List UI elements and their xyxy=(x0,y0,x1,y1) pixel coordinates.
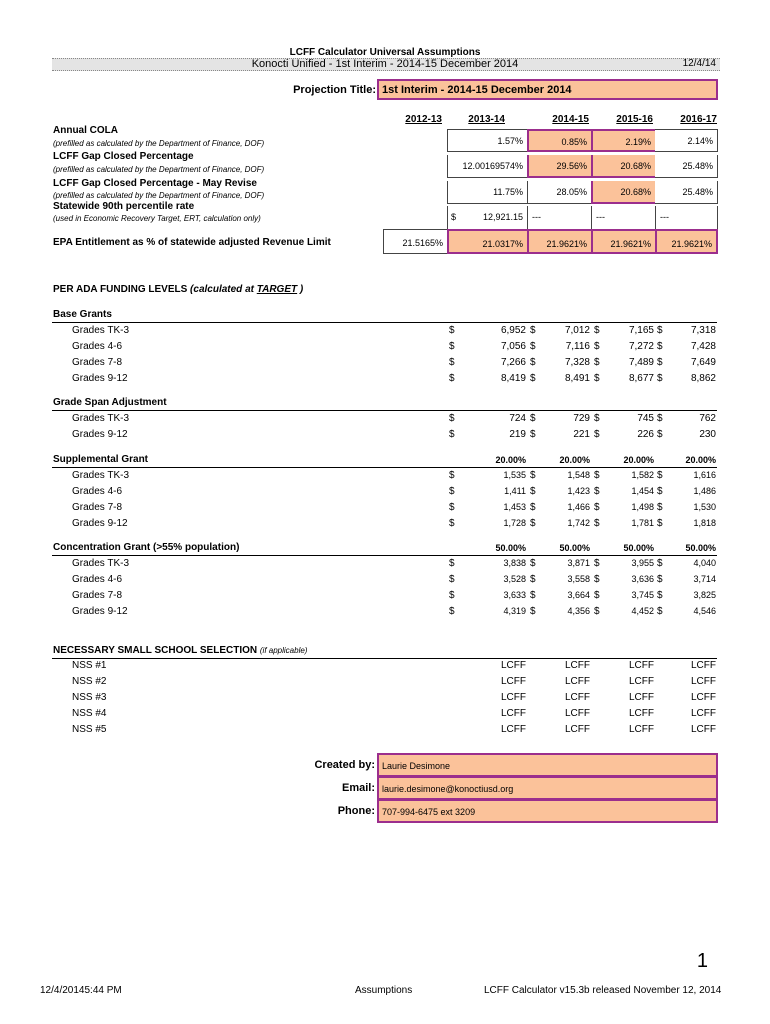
per-ada-title xyxy=(53,284,303,295)
supplemental-cell: 1,582 xyxy=(631,470,654,480)
nss-cell: LCFF xyxy=(629,692,654,703)
nss-cell: LCFF xyxy=(691,708,716,719)
supplemental-cell: 1,453 xyxy=(503,502,526,512)
supplemental-title: Supplemental Grant xyxy=(53,454,149,465)
base-grant-currency-sign: $ xyxy=(657,341,663,352)
supplemental-currency-sign: $ xyxy=(449,470,455,481)
nss-cell: LCFF xyxy=(565,692,590,703)
grade-span-currency-sign: $ xyxy=(449,413,455,424)
grade-span-cell: 762 xyxy=(699,413,716,424)
report-title: LCFF Calculator Universal Assumptions xyxy=(289,47,481,58)
concentration-cell: 3,838 xyxy=(503,558,526,568)
supplemental-currency-sign: $ xyxy=(657,502,663,513)
nss-cell: LCFF xyxy=(691,692,716,703)
base-grant-currency-sign: $ xyxy=(657,325,663,336)
grade-span-cell: 724 xyxy=(509,413,526,424)
concentration-cell: 3,636 xyxy=(631,574,654,584)
nss-title-text: NECESSARY SMALL SCHOOL SELECTION xyxy=(53,645,258,656)
concentration-currency-sign: $ xyxy=(530,606,536,617)
supplemental-pct-2: 20.00% xyxy=(623,455,654,465)
epa-2014-15-input[interactable]: 21.9621% xyxy=(527,229,591,254)
supplemental-currency-sign: $ xyxy=(657,518,663,529)
base-grant-currency-sign: $ xyxy=(657,357,663,368)
supplemental-currency-sign: $ xyxy=(594,502,600,513)
base-grant-cell: 7,012 xyxy=(564,325,590,336)
cola-label: Annual COLA xyxy=(53,125,118,136)
base-grant-cell: 8,677 xyxy=(628,373,654,384)
cola-note: (prefilled as calculated by the Department of Finance, DOF) xyxy=(53,139,265,148)
supplemental-cell: 1,486 xyxy=(693,486,716,496)
concentration-currency-sign: $ xyxy=(657,558,663,569)
nss-row-label: NSS #2 xyxy=(72,676,107,687)
gap-may-2016-17: 25.48% xyxy=(655,181,718,204)
grade-span-cell: 729 xyxy=(573,413,590,424)
supplemental-currency-sign: $ xyxy=(449,518,455,529)
concentration-cell: 3,714 xyxy=(693,574,716,584)
concentration-pct-0: 50.00% xyxy=(495,543,526,553)
supplemental-currency-sign: $ xyxy=(530,470,536,481)
nss-cell: LCFF xyxy=(501,724,526,735)
base-grant-cell: 7,266 xyxy=(500,357,526,368)
concentration-pct-3: 50.00% xyxy=(685,543,716,553)
base-grant-currency-sign: $ xyxy=(657,373,663,384)
nss-cell: LCFF xyxy=(629,708,654,719)
epa-2013-14-input[interactable]: 21.0317% xyxy=(447,229,527,254)
nss-cell: LCFF xyxy=(565,708,590,719)
nss-cell: LCFF xyxy=(629,660,654,671)
concentration-currency-sign: $ xyxy=(594,558,600,569)
concentration-pct-2: 50.00% xyxy=(623,543,654,553)
supplemental-rule xyxy=(52,467,717,468)
epa-2016-17-input[interactable]: 21.9621% xyxy=(655,229,718,254)
cola-2016-17: 2.14% xyxy=(655,129,718,152)
concentration-cell: 4,452 xyxy=(631,606,654,616)
nss-rule xyxy=(52,658,717,659)
gap-label: LCFF Gap Closed Percentage xyxy=(53,151,194,162)
statewide-currency: $ xyxy=(451,212,457,222)
concentration-currency-sign: $ xyxy=(449,558,455,569)
projection-title-label: Projection Title: xyxy=(293,84,376,96)
concentration-currency-sign: $ xyxy=(657,590,663,601)
nss-row-label: NSS #3 xyxy=(72,692,107,703)
concentration-currency-sign: $ xyxy=(657,574,663,585)
supplemental-currency-sign: $ xyxy=(594,486,600,497)
statewide-2013-14-value: 12,921.15 xyxy=(482,212,523,222)
concentration-cell: 3,745 xyxy=(631,590,654,600)
nss-cell: LCFF xyxy=(629,724,654,735)
year-header-2013-14: 2013-14 xyxy=(468,114,505,125)
concentration-currency-sign: $ xyxy=(530,590,536,601)
supplemental-cell: 1,818 xyxy=(693,518,716,528)
concentration-cell: 3,558 xyxy=(567,574,590,584)
epa-label: EPA Entitlement as % of statewide adjusted Revenue Limit xyxy=(53,237,331,248)
per-ada-title-target: TARGET xyxy=(256,284,298,295)
base-grant-cell: 7,318 xyxy=(690,325,716,336)
grade-span-cell: 221 xyxy=(573,429,590,440)
base-grant-row-label: Grades TK-3 xyxy=(72,325,130,336)
concentration-cell: 3,633 xyxy=(503,590,526,600)
base-grant-row-label: Grades 9-12 xyxy=(72,373,128,384)
year-header-2012-13: 2012-13 xyxy=(405,114,442,125)
grade-span-cell: 745 xyxy=(637,413,654,424)
gap-may-2014-15: 28.05% xyxy=(527,181,591,204)
grade-span-row-label: Grades TK-3 xyxy=(72,413,130,424)
concentration-currency-sign: $ xyxy=(530,574,536,585)
nss-cell: LCFF xyxy=(501,660,526,671)
nss-cell: LCFF xyxy=(501,708,526,719)
grade-span-cell: 230 xyxy=(699,429,716,440)
year-header-2014-15: 2014-15 xyxy=(552,114,589,125)
report-subtitle: Konocti Unified - 1st Interim - 2014-15 December 2014 xyxy=(251,58,519,70)
statewide-2014-15: --- xyxy=(527,206,591,230)
grade-span-currency-sign: $ xyxy=(530,429,536,440)
supplemental-pct-0: 20.00% xyxy=(495,455,526,465)
grade-span-rule xyxy=(52,410,717,411)
supplemental-cell: 1,466 xyxy=(567,502,590,512)
concentration-currency-sign: $ xyxy=(594,590,600,601)
grade-span-currency-sign: $ xyxy=(657,429,663,440)
supplemental-cell: 1,411 xyxy=(504,486,526,496)
concentration-cell: 3,664 xyxy=(567,590,590,600)
base-grant-currency-sign: $ xyxy=(530,373,536,384)
supplemental-pct-1: 20.00% xyxy=(559,455,590,465)
cola-2013-14: 1.57% xyxy=(447,129,527,152)
grade-span-currency-sign: $ xyxy=(449,429,455,440)
concentration-row-label: Grades TK-3 xyxy=(72,558,130,569)
base-grant-row-label: Grades 4-6 xyxy=(72,341,123,352)
statewide-2013-14 xyxy=(447,206,527,230)
projection-title-input[interactable]: 1st Interim - 2014-15 December 2014 xyxy=(377,79,718,100)
concentration-row-label: Grades 4-6 xyxy=(72,574,123,585)
grade-span-currency-sign: $ xyxy=(594,429,600,440)
grade-span-currency-sign: $ xyxy=(530,413,536,424)
supplemental-currency-sign: $ xyxy=(657,486,663,497)
grade-span-cell: 226 xyxy=(637,429,654,440)
concentration-currency-sign: $ xyxy=(594,574,600,585)
concentration-currency-sign: $ xyxy=(449,590,455,601)
base-grant-cell: 7,165 xyxy=(628,325,654,336)
gap-may-note: (prefilled as calculated by the Department of Finance, DOF) xyxy=(53,191,265,200)
supplemental-currency-sign: $ xyxy=(449,502,455,513)
base-grant-currency-sign: $ xyxy=(594,373,600,384)
base-grant-cell: 8,491 xyxy=(564,373,590,384)
supplemental-currency-sign: $ xyxy=(594,518,600,529)
base-grant-currency-sign: $ xyxy=(594,341,600,352)
cola-2014-15-input[interactable]: 0.85% xyxy=(527,129,591,152)
base-grant-cell: 6,952 xyxy=(500,325,526,336)
nss-cell: LCFF xyxy=(629,676,654,687)
page-number: 1 xyxy=(696,950,708,972)
nss-cell: LCFF xyxy=(501,676,526,687)
nss-cell: LCFF xyxy=(691,724,716,735)
gap-may-2015-16-input[interactable]: 20.68% xyxy=(591,181,655,204)
base-grant-row-label: Grades 7-8 xyxy=(72,357,123,368)
footer-version: LCFF Calculator v15.3b released November 12, 2014 xyxy=(484,985,722,996)
concentration-currency-sign: $ xyxy=(530,558,536,569)
phone-input[interactable]: 707-994-6475 ext 3209 xyxy=(377,799,718,823)
gap-2015-16-input[interactable]: 20.68% xyxy=(591,155,655,178)
concentration-cell: 4,040 xyxy=(693,558,716,568)
concentration-currency-sign: $ xyxy=(594,606,600,617)
nss-row-label: NSS #1 xyxy=(72,660,107,671)
supplemental-currency-sign: $ xyxy=(594,470,600,481)
epa-2012-13: 21.5165% xyxy=(383,229,447,254)
supplemental-currency-sign: $ xyxy=(530,502,536,513)
concentration-rule xyxy=(52,555,717,556)
concentration-row-label: Grades 7-8 xyxy=(72,590,123,601)
supplemental-cell: 1,530 xyxy=(693,502,716,512)
email-label: Email: xyxy=(341,782,375,794)
base-grant-cell: 7,116 xyxy=(565,341,590,352)
epa-2015-16-input[interactable]: 21.9621% xyxy=(591,229,655,254)
base-grants-rule xyxy=(52,322,717,323)
supplemental-cell: 1,423 xyxy=(567,486,590,496)
grade-span-currency-sign: $ xyxy=(594,413,600,424)
base-grant-cell: 7,272 xyxy=(628,341,654,352)
year-header-2016-17: 2016-17 xyxy=(680,114,717,125)
nss-cell: LCFF xyxy=(565,676,590,687)
concentration-currency-sign: $ xyxy=(449,606,455,617)
supplemental-pct-3: 20.00% xyxy=(685,455,716,465)
base-grant-cell: 8,419 xyxy=(500,373,526,384)
base-grant-currency-sign: $ xyxy=(594,357,600,368)
base-grant-currency-sign: $ xyxy=(530,341,536,352)
base-grants-title: Base Grants xyxy=(53,309,112,320)
base-grant-cell: 7,649 xyxy=(690,357,716,368)
nss-title-note: (if applicable) xyxy=(259,646,308,655)
supplemental-cell: 1,535 xyxy=(503,470,526,480)
base-grant-currency-sign: $ xyxy=(594,325,600,336)
concentration-cell: 4,546 xyxy=(693,606,716,616)
supplemental-currency-sign: $ xyxy=(657,470,663,481)
supplemental-currency-sign: $ xyxy=(449,486,455,497)
concentration-cell: 3,955 xyxy=(631,558,654,568)
nss-cell: LCFF xyxy=(691,660,716,671)
supplemental-cell: 1,781 xyxy=(631,518,654,528)
nss-cell: LCFF xyxy=(691,676,716,687)
supplemental-row-label: Grades 4-6 xyxy=(72,486,123,497)
base-grant-currency-sign: $ xyxy=(449,341,455,352)
per-ada-title-italic: (calculated at xyxy=(190,284,257,295)
phone-label: Phone: xyxy=(337,805,375,817)
supplemental-cell: 1,548 xyxy=(567,470,590,480)
concentration-currency-sign: $ xyxy=(449,574,455,585)
concentration-cell: 4,319 xyxy=(503,606,526,616)
email-input[interactable]: laurie.desimone@konoctiusd.org xyxy=(377,776,718,800)
concentration-cell: 4,356 xyxy=(567,606,590,616)
concentration-cell: 3,871 xyxy=(567,558,590,568)
gap-2013-14: 12.00169574% xyxy=(447,155,527,178)
cola-2015-16-input[interactable]: 2.19% xyxy=(591,129,655,152)
supplemental-currency-sign: $ xyxy=(530,518,536,529)
grade-span-currency-sign: $ xyxy=(657,413,663,424)
nss-cell: LCFF xyxy=(501,692,526,703)
nss-cell: LCFF xyxy=(565,660,590,671)
supplemental-currency-sign: $ xyxy=(530,486,536,497)
base-grant-currency-sign: $ xyxy=(530,325,536,336)
concentration-row-label: Grades 9-12 xyxy=(72,606,128,617)
nss-cell: LCFF xyxy=(565,724,590,735)
per-ada-title-end: ) xyxy=(297,284,304,295)
footer-timestamp: 12/4/20145:44 PM xyxy=(40,985,122,996)
supplemental-cell: 1,728 xyxy=(503,518,526,528)
base-grant-cell: 7,428 xyxy=(690,341,716,352)
created-by-input[interactable]: Laurie Desimone xyxy=(377,753,718,777)
grade-span-title: Grade Span Adjustment xyxy=(53,397,167,408)
statewide-2015-16: --- xyxy=(591,206,655,230)
supplemental-cell: 1,454 xyxy=(631,486,654,496)
base-grant-cell: 7,489 xyxy=(628,357,654,368)
gap-2016-17: 25.48% xyxy=(655,155,718,178)
footer-sheet-name: Assumptions xyxy=(355,985,413,996)
supplemental-row-label: Grades TK-3 xyxy=(72,470,130,481)
supplemental-cell: 1,742 xyxy=(567,518,590,528)
base-grant-cell: 7,328 xyxy=(564,357,590,368)
nss-row-label: NSS #4 xyxy=(72,708,107,719)
grade-span-cell: 219 xyxy=(509,429,526,440)
base-grant-cell: 7,056 xyxy=(500,341,526,352)
statewide-label: Statewide 90th percentile rate xyxy=(53,201,195,212)
supplemental-row-label: Grades 7-8 xyxy=(72,502,123,513)
statewide-2016-17: --- xyxy=(655,206,718,230)
concentration-pct-1: 50.00% xyxy=(559,543,590,553)
statewide-note: (used in Economic Recovery Target, ERT, calculation only) xyxy=(53,214,261,223)
per-ada-title-main: PER ADA FUNDING LEVELS xyxy=(53,284,191,295)
base-grant-cell: 8,862 xyxy=(690,373,716,384)
concentration-title: Concentration Grant (>55% population) xyxy=(53,542,240,553)
concentration-currency-sign: $ xyxy=(657,606,663,617)
supplemental-cell: 1,616 xyxy=(693,470,716,480)
concentration-cell: 3,528 xyxy=(503,574,526,584)
base-grant-currency-sign: $ xyxy=(449,325,455,336)
grade-span-row-label: Grades 9-12 xyxy=(72,429,128,440)
gap-2014-15-input[interactable]: 29.56% xyxy=(527,155,591,178)
nss-title xyxy=(53,645,307,656)
supplemental-row-label: Grades 9-12 xyxy=(72,518,128,529)
year-header-2015-16: 2015-16 xyxy=(616,114,653,125)
gap-may-2013-14: 11.75% xyxy=(447,181,527,204)
base-grant-currency-sign: $ xyxy=(530,357,536,368)
base-grant-currency-sign: $ xyxy=(449,373,455,384)
report-date: 12/4/14 xyxy=(682,58,716,69)
concentration-cell: 3,825 xyxy=(693,590,716,600)
base-grant-currency-sign: $ xyxy=(449,357,455,368)
supplemental-cell: 1,498 xyxy=(631,502,654,512)
nss-row-label: NSS #5 xyxy=(72,724,107,735)
created-by-label: Created by: xyxy=(314,759,375,771)
gap-may-label: LCFF Gap Closed Percentage - May Revise xyxy=(53,178,257,189)
gap-note: (prefilled as calculated by the Department of Finance, DOF) xyxy=(53,165,265,174)
